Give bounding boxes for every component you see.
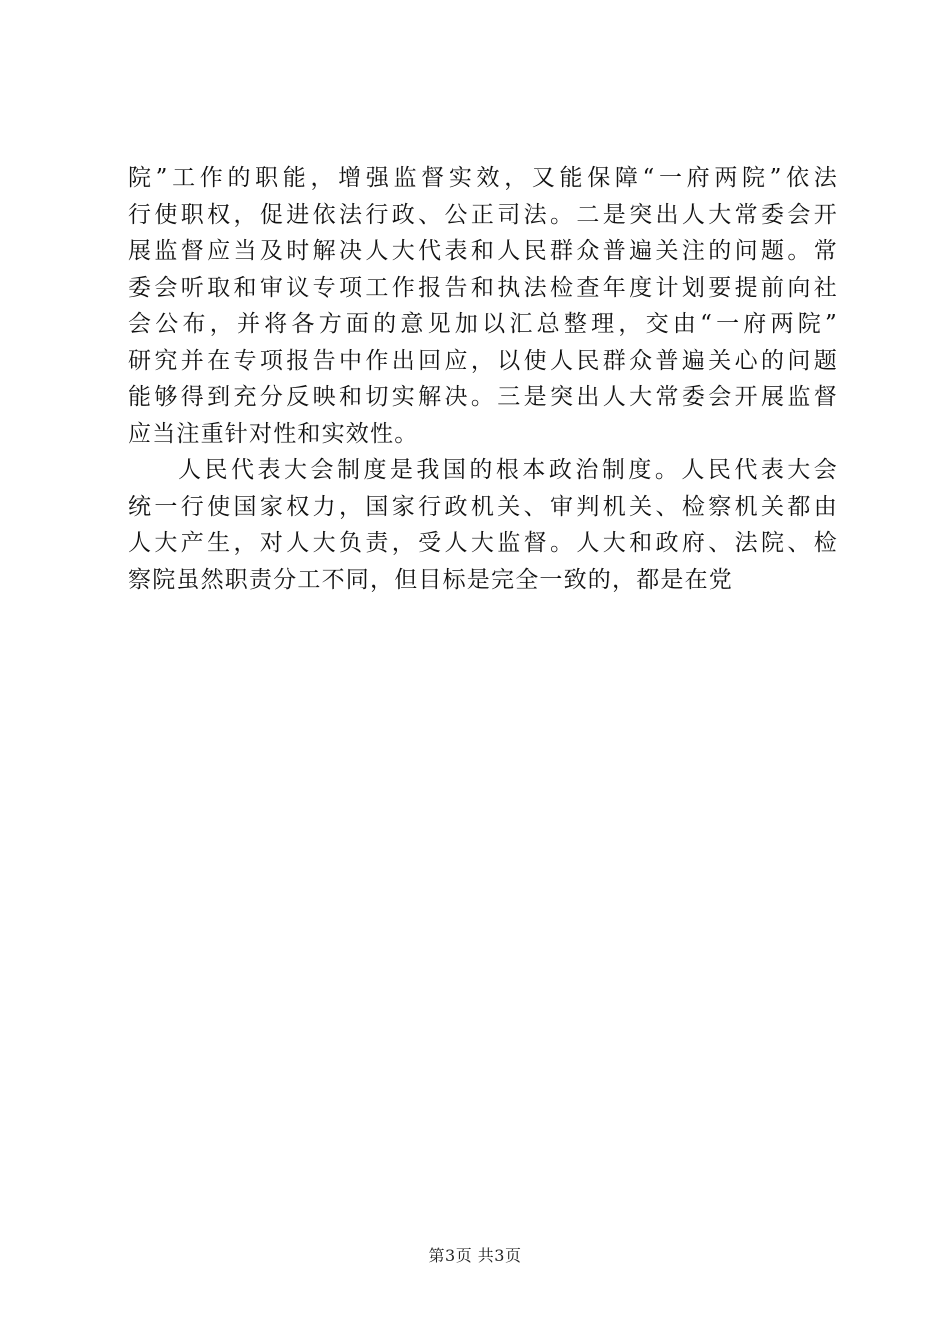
text-line: 察院虽然职责分工不同，但目标是完全一致的，都是在党 [128,566,733,593]
text-line: 院”工作的职能，增强监督实效，又能保障“一府两院”依法 [128,165,838,191]
paragraph-1 [128,160,838,452]
text-line: 人民代表大会制度是我国的根本政治制度。人民代表大会 [178,457,838,483]
text-line: 行使职权，促进依法行政、公正司法。二是突出人大常委会开 [128,201,838,228]
paragraph-2 [128,452,838,598]
text-line: 能够得到充分反映和切实解决。三是突出人大常委会开展监督 [128,384,838,410]
text-line: 统一行使国家权力，国家行政机关、审判机关、检察机关都由 [128,493,838,520]
text-line: 应当注重针对性和实效性。 [128,420,419,447]
page-footer [0,1243,950,1266]
text-line: 委会听取和审议专项工作报告和执法检查年度计划要提前向社 [128,274,838,301]
text-line: 展监督应当及时解决人大代表和人民群众普遍关注的问题。常 [128,238,838,264]
text-line: 会公布，并将各方面的意见加以汇总整理，交由“一府两院” [128,311,838,337]
body-text [128,160,838,598]
page-number-label: 第3页 共3页 [428,1246,522,1265]
text-line: 人大产生，对人大负责，受人大监督。人大和政府、法院、检 [128,530,838,556]
text-line: 研究并在专项报告中作出回应，以使人民群众普遍关心的问题 [128,347,838,374]
